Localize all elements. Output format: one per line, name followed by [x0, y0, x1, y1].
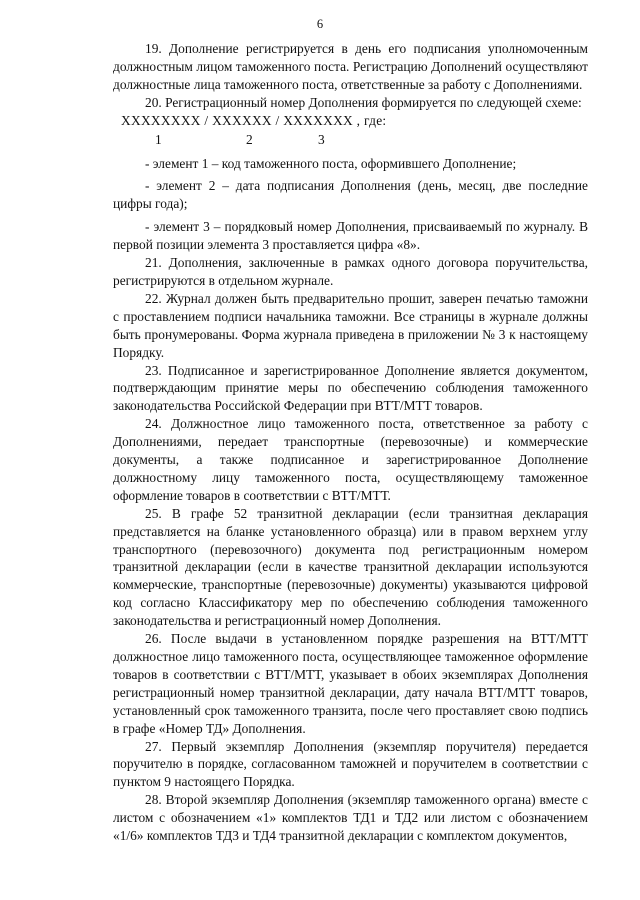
paragraph-26: 26. После выдачи в установленном порядке разрешения на ВТТ/МТТ должностное лицо таможенного поста, осуществляющее таможенное оформление товаров в соответствии с ВТТ/МТТ, указывает в обоих экземплярах Дополнения регистрационный номер транзитной декларации, дату начала ВТТ/МТТ товаров, установленный срок таможенного транзита, после чего проставляет свою подпись в графе «Номер ТД» Дополнения.: [113, 631, 588, 736]
formula-element-1-label: 1: [155, 131, 162, 147]
document-body: [113, 0, 588, 845]
registration-number-formula: XXXXXXXX / XXXXXX / XXXXXXX , где:: [121, 112, 387, 128]
paragraph-22: 22. Журнал должен быть предварительно прошит, заверен печатью таможни с проставлением подписи начальника таможни. Все страницы в журнале должны быть пронумерованы. Форма журнала приведена в приложении № 3 к настоящему Порядку.: [113, 290, 588, 360]
paragraph-24: 24. Должностное лицо таможенного поста, ответственное за работу с Дополнениями, передает транспортные (перевозочные) и коммерческие документы, а также подписанное и зарегистрированное Дополнение должностному лицу таможенного поста, осуществляющему таможенное оформление товаров в соответствии с ВТТ/МТТ.: [113, 416, 588, 503]
paragraph-19: 19. Дополнение регистрируется в день его подписания уполномоченным должностным лицом таможенного поста. Регистрацию Дополнений осуществляют должностные лица таможенного поста, ответственные за работу с Дополнениями.: [113, 41, 588, 92]
element-3-description: - элемент 3 – порядковый номер Дополнения, присваиваемый по журналу. В первой позиции элемента 3 проставляется цифра «8».: [113, 219, 588, 253]
formula-element-3-label: 3: [318, 131, 325, 147]
paragraph-20: 20. Регистрационный номер Дополнения формируется по следующей схеме:: [145, 94, 582, 110]
paragraph-28: 28. Второй экземпляр Дополнения (экземпляр таможенного органа) вместе с листом с обозначением «1» комплектов ТД1 и ТД2 или листом с обозначением «1/6» комплектов ТД3 и ТД4 транзитной декларации с комплектом документов,: [113, 792, 588, 844]
element-1-description: - элемент 1 – код таможенного поста, оформившего Дополнение;: [145, 155, 517, 171]
paragraph-23: 23. Подписанное и зарегистрированное Дополнение является документом, подтверждающим принятие меры по обеспечению соблюдения таможенного законодательства Российской Федерации при ВТТ/МТТ товаров.: [113, 362, 588, 414]
formula-element-numbers: [113, 130, 588, 150]
paragraph-27: 27. Первый экземпляр Дополнения (экземпляр поручителя) передается поручителю в порядке, согласованном таможней и поручителем в соответствии с пунктом 9 настоящего Порядка.: [113, 738, 588, 790]
element-2-description: - элемент 2 – дата подписания Дополнения (день, месяц, две последние цифры года);: [113, 178, 588, 212]
page-number: 6: [316, 17, 324, 31]
paragraph-25: 25. В графе 52 транзитной декларации (если транзитная декларация представляется на бланке установленного образца) или в правом верхнем углу транспортного (перевозочного) документа под регистрационным номером транзитной декларации (если в качестве транзитной декларации используются коммерческие, транспортные (перевозочные) документы) указываются цифровой код согласно Классификатору мер по обеспечению соблюдения таможенного законодательства и регистрационный номер Дополнения.: [113, 505, 588, 629]
formula-element-2-label: 2: [246, 131, 253, 147]
paragraph-21: 21. Дополнения, заключенные в рамках одного договора поручительства, регистрируются в отдельном журнале.: [113, 255, 588, 288]
